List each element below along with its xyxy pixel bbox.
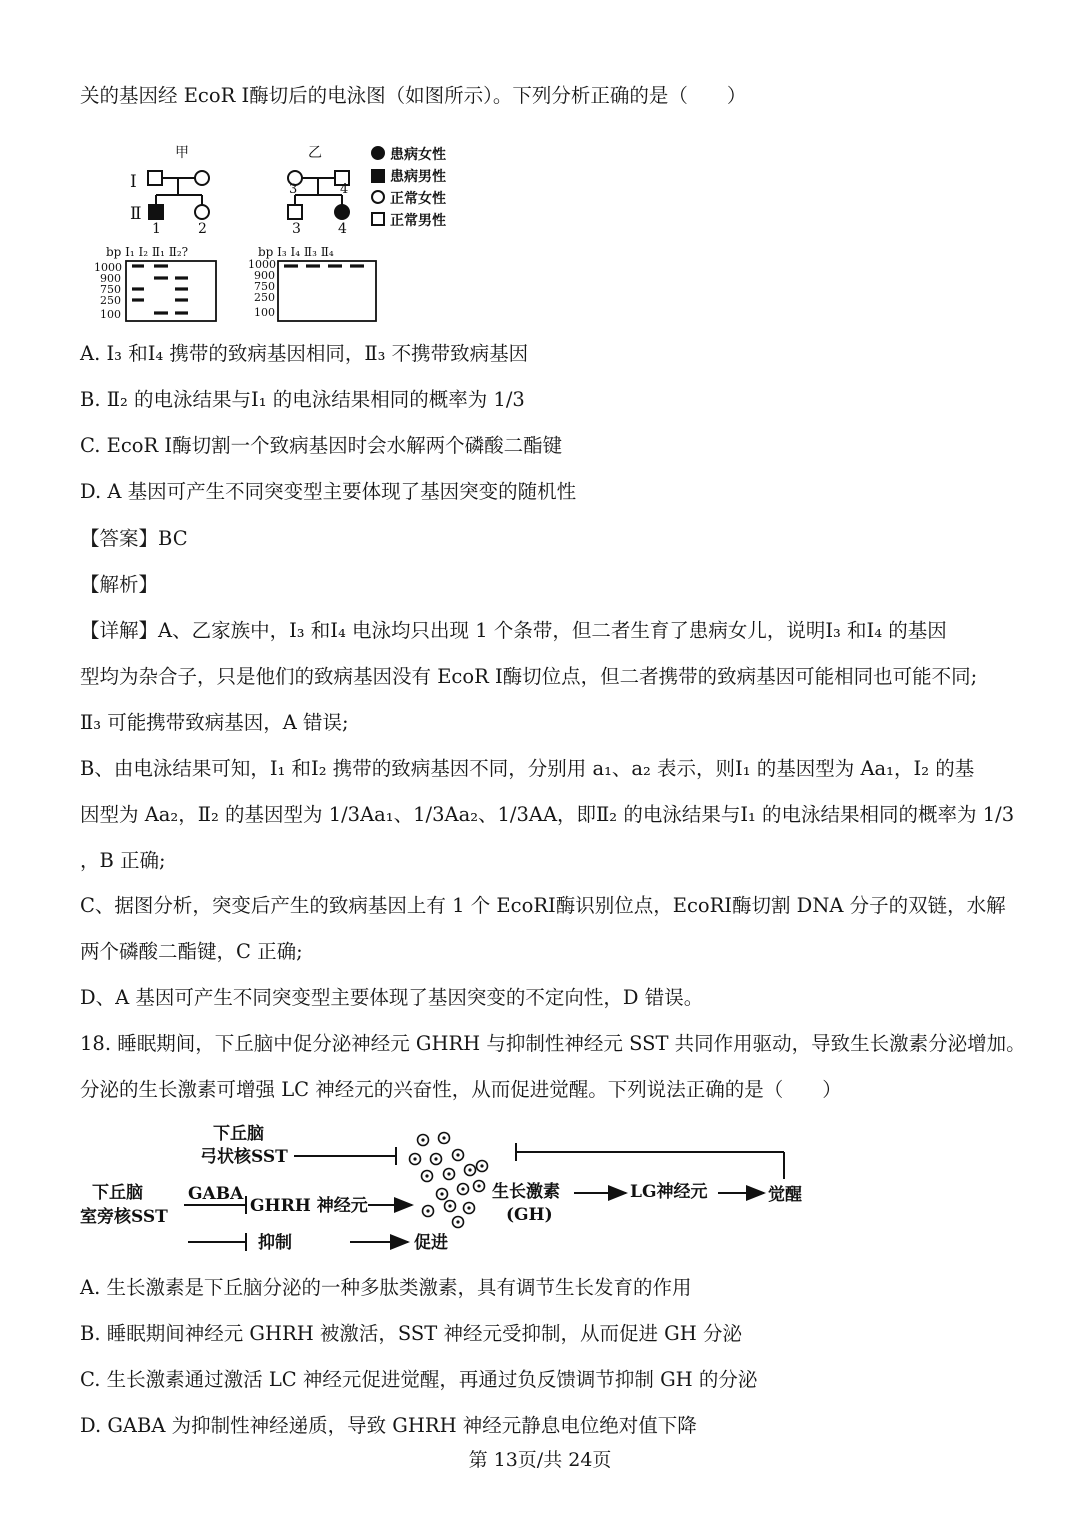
svg-text:750: 750 [254,280,275,293]
analysis-line: 【详解】A、乙家族中，Ⅰ₃ 和Ⅰ₄ 电泳均只出现 1 个条带，但二者生育了患病女儿，说明Ⅰ₃ 和Ⅰ₄ 的基因 [80,619,947,642]
jia-i2-normal-female [195,171,209,185]
analysis-line: 型均为杂合子，只是他们的致病基因没有 EcoR Ⅰ酶切位点，但二者携带的致病基因可能相同也可能不同; [80,665,978,688]
jia-i1-normal-male [148,171,162,185]
svg-text:正常男性: 正常男性 [390,213,446,229]
ghrh-neuron-label: GHRH 神经元 [250,1196,368,1216]
q17-option-d: D. A 基因可产生不同突变型主要体现了基因突变的随机性 [80,480,577,503]
pvn-sst-label-1: 下丘脑 [92,1183,143,1203]
gh-label-1: 生长激素 [492,1182,560,1202]
q17-answer: 【答案】BC [80,527,188,550]
svg-text:900: 900 [100,272,121,285]
svg-text:250: 250 [100,294,121,307]
q18-stem-line: 分泌的生长激素可增强 LC 神经元的兴奋性，从而促进觉醒。下列说法正确的是（ ） [80,1078,842,1101]
svg-text:1000: 1000 [248,258,276,271]
legend-inhibit-label: 抑制 [258,1233,292,1253]
analysis-line: 因型为 Aa₂，Ⅱ₂ 的基因型为 1/3Aa₁、1/3Aa₂、1/3AA，即Ⅱ₂ 的电泳结果与Ⅰ₁ 的电泳结果相同的概率为 1/3 [80,803,1015,826]
legend-affected-male-icon [372,170,384,182]
page-footer: 第 13页/共 24页 [468,1449,612,1471]
wake-label: 觉醒 [768,1185,802,1205]
gel-left-header: bp Ⅰ₁ Ⅰ₂ Ⅱ₁ Ⅱ₂? [106,245,189,259]
analysis-line: Ⅱ₃ 可能携带致病基因，A 错误; [80,711,349,734]
gh-label-2: (GH) [506,1205,553,1225]
gel-right [278,261,376,321]
legend-normal-male-icon [372,213,384,225]
q18-option-c: C. 生长激素通过激活 LC 神经元促进觉醒，再通过负反馈调节抑制 GH 的分泌 [80,1368,758,1391]
svg-text:100: 100 [254,306,275,319]
pedigree-gel-figure [90,135,490,330]
svg-text:3: 3 [292,221,301,237]
label-jia: 甲 [175,145,189,161]
svg-text:4: 4 [338,221,347,237]
q18-stem-line: 18. 睡眠期间，下丘脑中促分泌神经元 GHRH 与抑制性神经元 SST 共同作用驱动，导致生长激素分泌增加。 [80,1032,1026,1055]
gh-regulation-diagram [78,1118,818,1260]
label-gen1-jia: Ⅰ [130,172,137,192]
q17-analysis-head: 【解析】 [80,573,159,596]
legend-affected-female-icon [372,147,384,159]
q17-option-a: A. Ⅰ₃ 和Ⅰ₄ 携带的致病基因相同，Ⅱ₃ 不携带致病基因 [80,342,529,365]
analysis-line: D、A 基因可产生不同突变型主要体现了基因突变的不定向性，D 错误。 [80,986,704,1009]
q17-option-c: C. EcoR Ⅰ酶切割一个致病基因时会水解两个磷酸二酯键 [80,434,563,457]
jia-ii1-affected-male [149,205,163,219]
q18-option-b: B. 睡眠期间神经元 GHRH 被激活，SST 神经元受抑制，从而促进 GH 分泌 [80,1322,742,1345]
svg-text:1000: 1000 [94,261,122,274]
svg-text:正常女性: 正常女性 [390,191,446,207]
q17-option-b: B. Ⅱ₂ 的电泳结果与Ⅰ₁ 的电泳结果相同的概率为 1/3 [80,388,525,411]
svg-text:1: 1 [152,221,161,237]
svg-text:4: 4 [340,182,349,197]
q17-intro: 关的基因经 EcoR Ⅰ酶切后的电泳图（如图所示）。下列分析正确的是（ ） [80,84,747,107]
label-yi: 乙 [308,145,322,161]
svg-text:3: 3 [289,182,298,197]
svg-text:患病男性: 患病男性 [390,169,446,185]
pvn-sst-label-2: 室旁核SST [80,1207,168,1227]
arc-sst-label-1: 下丘脑 [213,1124,264,1144]
arc-sst-label-2: 弓状核SST [200,1147,288,1167]
lg-neuron-label: LG神经元 [630,1182,708,1202]
q18-option-d: D. GABA 为抑制性神经递质，导致 GHRH 神经元静息电位绝对值下降 [80,1414,697,1437]
legend-promote-label: 促进 [414,1233,448,1253]
svg-text:250: 250 [254,291,275,304]
svg-text:患病女性: 患病女性 [390,147,446,163]
yi-ii4-affected-female [335,205,349,219]
svg-text:750: 750 [100,283,121,296]
yi-ii3-normal-male [288,205,302,219]
legend-normal-female-icon [372,191,384,203]
analysis-line: 两个磷酸二酯键，C 正确; [80,940,303,963]
gel-right-header: bp Ⅰ₃ Ⅰ₄ Ⅱ₃ Ⅱ₄ [258,245,334,259]
q18-option-a: A. 生长激素是下丘脑分泌的一种多肽类激素，具有调节生长发育的作用 [80,1276,692,1299]
jia-ii2-normal-female [195,205,209,219]
gel-left [126,261,216,321]
label-gen2-jia: Ⅱ [130,204,142,224]
analysis-line: B、由电泳结果可知，Ⅰ₁ 和Ⅰ₂ 携带的致病基因不同，分别用 a₁、a₂ 表示，则Ⅰ₁ 的基因型为 Aa₁，Ⅰ₂ 的基 [80,757,975,780]
analysis-line: C、据图分析，突变后产生的致病基因上有 1 个 EcoRⅠ酶识别位点，EcoRⅠ酶切割 DNA 分子的双链，水解 [80,894,1006,917]
svg-text:900: 900 [254,269,275,282]
gaba-label: GABA [188,1184,244,1204]
analysis-line: ，B 正确; [80,849,166,872]
svg-text:2: 2 [198,221,207,237]
svg-text:100: 100 [100,308,121,321]
